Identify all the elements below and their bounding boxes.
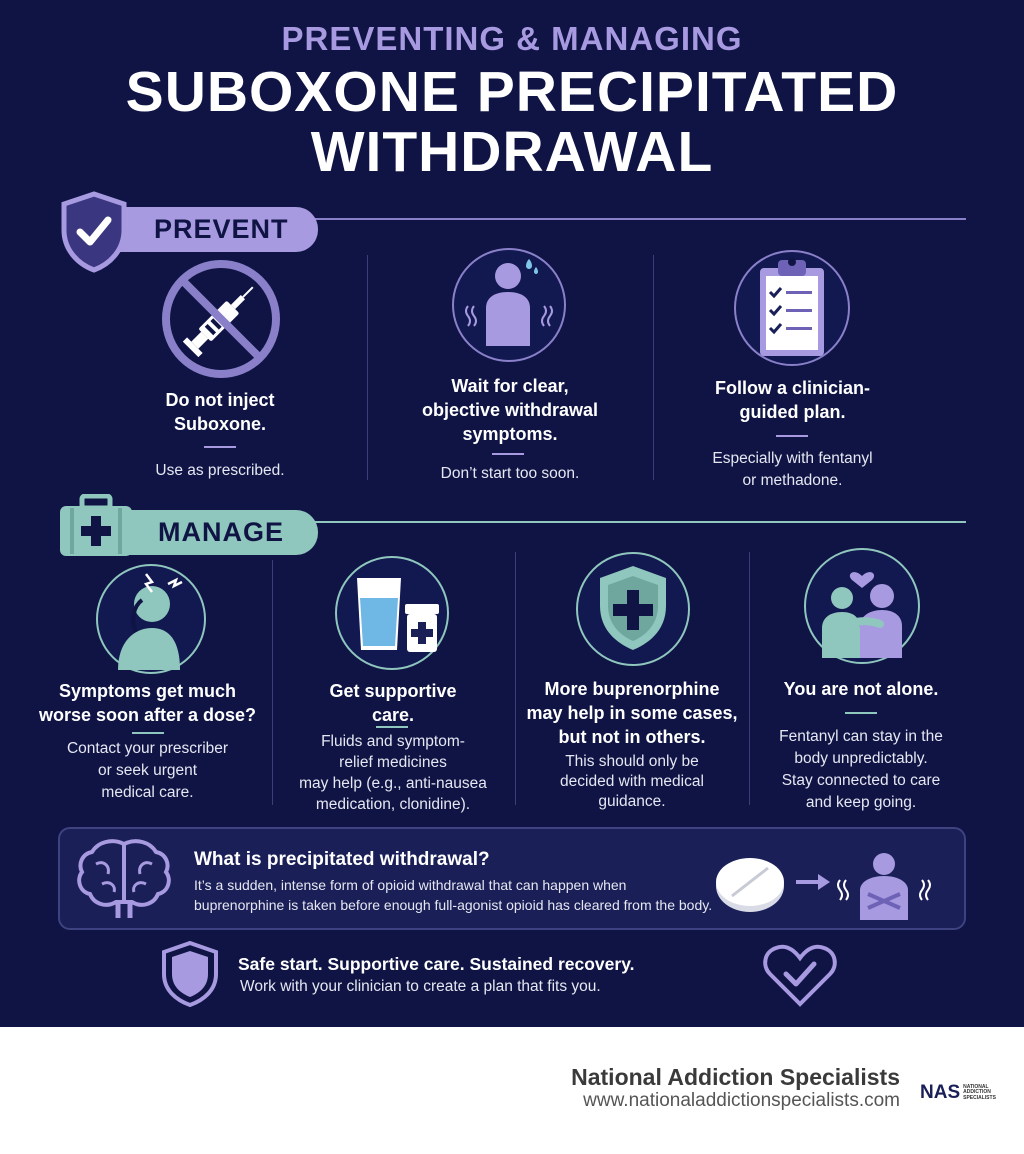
prevent-1-title-line2: Suboxone. [173,414,266,434]
closing-title: Safe start. Supportive care. Sustained recovery. [238,954,635,974]
manage-1-subtext [20,738,275,804]
prevent-1-title-line1: Do not inject [165,390,275,410]
prevent-3-subtext [670,448,915,492]
manage-1-title-line2: worse soon after a dose? [38,705,257,725]
closing-text: Work with your clinician to create a plan that fits you. [240,978,601,995]
shield-icon [160,940,220,1008]
kicker-heading: PREVENTING & MANAGING [281,20,743,57]
prevent-2-subtext: Don’t start too soon. [440,465,580,482]
manage-label-text: MANAGE [158,517,284,547]
info-text-line2: buprenorphine is taken before enough full-agonist opioid has cleared from the body. [194,897,713,913]
main-title-line1: SUBOXONE PRECIPITATED [125,60,899,124]
prevent-divider-2 [653,255,654,480]
sweating-person-icon [450,246,568,364]
manage-4-sub-line3: Stay connected to care [781,772,941,789]
manage-1-dash [132,732,164,734]
pill-to-withdrawal-icon [714,850,940,920]
shield-check-icon [58,190,130,274]
manage-2-title-line1: Get supportive [329,681,457,701]
clipboard-checklist-icon [732,248,852,368]
manage-2-sub-line2: relief medicines [339,754,447,771]
manage-3-title-line3: but not in others. [558,727,706,747]
manage-2-dash [376,726,408,728]
brain-icon [74,836,176,922]
manage-2-sub-line3: may help (e.g., anti-nausea [299,775,487,792]
prevent-3-title [670,376,915,424]
manage-1-sub-line2: or seek urgent [97,762,198,779]
manage-4-sub-line4: and keep going. [805,794,917,811]
water-glass-and-pill-bottle-icon [333,554,451,672]
manage-3-sub-line3: guidance. [598,793,666,810]
prevent-2-dash [492,453,524,455]
manage-3-title-line1: More buprenorphine [544,679,720,699]
manage-label [108,510,318,555]
prevent-2-title [386,374,634,446]
prevent-2-title-line3: symptoms. [462,424,558,444]
info-title: What is precipitated withdrawal? [194,849,490,870]
prevent-1-dash [204,446,236,448]
prevent-label [108,207,318,252]
manage-3-title-line2: may help in some cases, [526,703,738,723]
prevent-2-title-line1: Wait for clear, [451,376,569,396]
manage-1-title-line1: Symptoms get much [58,681,237,701]
main-title-line2: WITHDRAWAL [310,120,714,184]
footer-url[interactable]: www.nationaladdictionspecialists.com [583,1090,900,1111]
manage-3-sub-line1: This should only be [565,753,699,770]
prevent-3-sub-line2: or methadone. [742,472,843,489]
nas-logo [920,1082,996,1104]
heart-check-icon [762,940,838,1010]
manage-3-subtext [516,752,748,812]
manage-2-sub-line4: medication, clonidine). [315,796,471,813]
prevent-rule [300,218,966,220]
manage-3-sub-line2: decided with medical [560,773,704,790]
manage-1-sub-line1: Contact your prescriber [66,740,229,757]
manage-2-title-line2: care. [371,705,415,725]
manage-1-sub-line3: medical care. [101,784,194,801]
supportive-hug-icon [802,546,922,666]
prevent-2-title-line2: objective withdrawal [421,400,599,420]
manage-2-sub-line1: Fluids and symptom- [321,733,465,750]
prevent-divider-1 [367,255,368,480]
nas-logo-small-1: NATIONAL [963,1083,989,1090]
nas-logo-small-text [963,1085,996,1102]
manage-1-title [20,679,275,727]
manage-2-title [273,679,513,727]
prevent-label-text: PREVENT [154,214,289,244]
prevent-1-title [100,388,340,436]
no-injection-icon [160,258,282,380]
main-title [0,62,1024,182]
manage-4-sub-line2: body unpredictably. [794,750,928,767]
manage-4-dash [845,712,877,714]
headache-person-icon [94,562,208,676]
manage-rule [300,521,966,523]
nas-logo-small-3: SPECIALISTS [963,1094,996,1101]
prevent-3-sub-line1: Especially with fentanyl [712,450,873,467]
first-aid-kit-icon [58,494,134,558]
info-text [194,875,714,915]
prevent-1-subtext: Use as prescribed. [155,462,285,479]
manage-4-title: You are not alone. [783,679,939,699]
info-text-line1: It’s a sudden, intense form of opioid withdrawal that can happen when [194,877,627,893]
nas-logo-letters: NAS [920,1082,961,1103]
manage-4-subtext [750,726,972,814]
footer-org-name: National Addiction Specialists [571,1064,900,1090]
manage-3-title [516,677,748,749]
medical-shield-icon [574,550,692,668]
prevent-3-title-line1: Follow a clinician- [714,378,871,398]
manage-2-subtext [273,731,513,815]
manage-4-sub-line1: Fentanyl can stay in the [779,728,943,745]
nas-logo-small-2: ADDICTION [963,1089,991,1096]
prevent-3-dash [776,435,808,437]
prevent-3-title-line2: guided plan. [739,402,846,422]
